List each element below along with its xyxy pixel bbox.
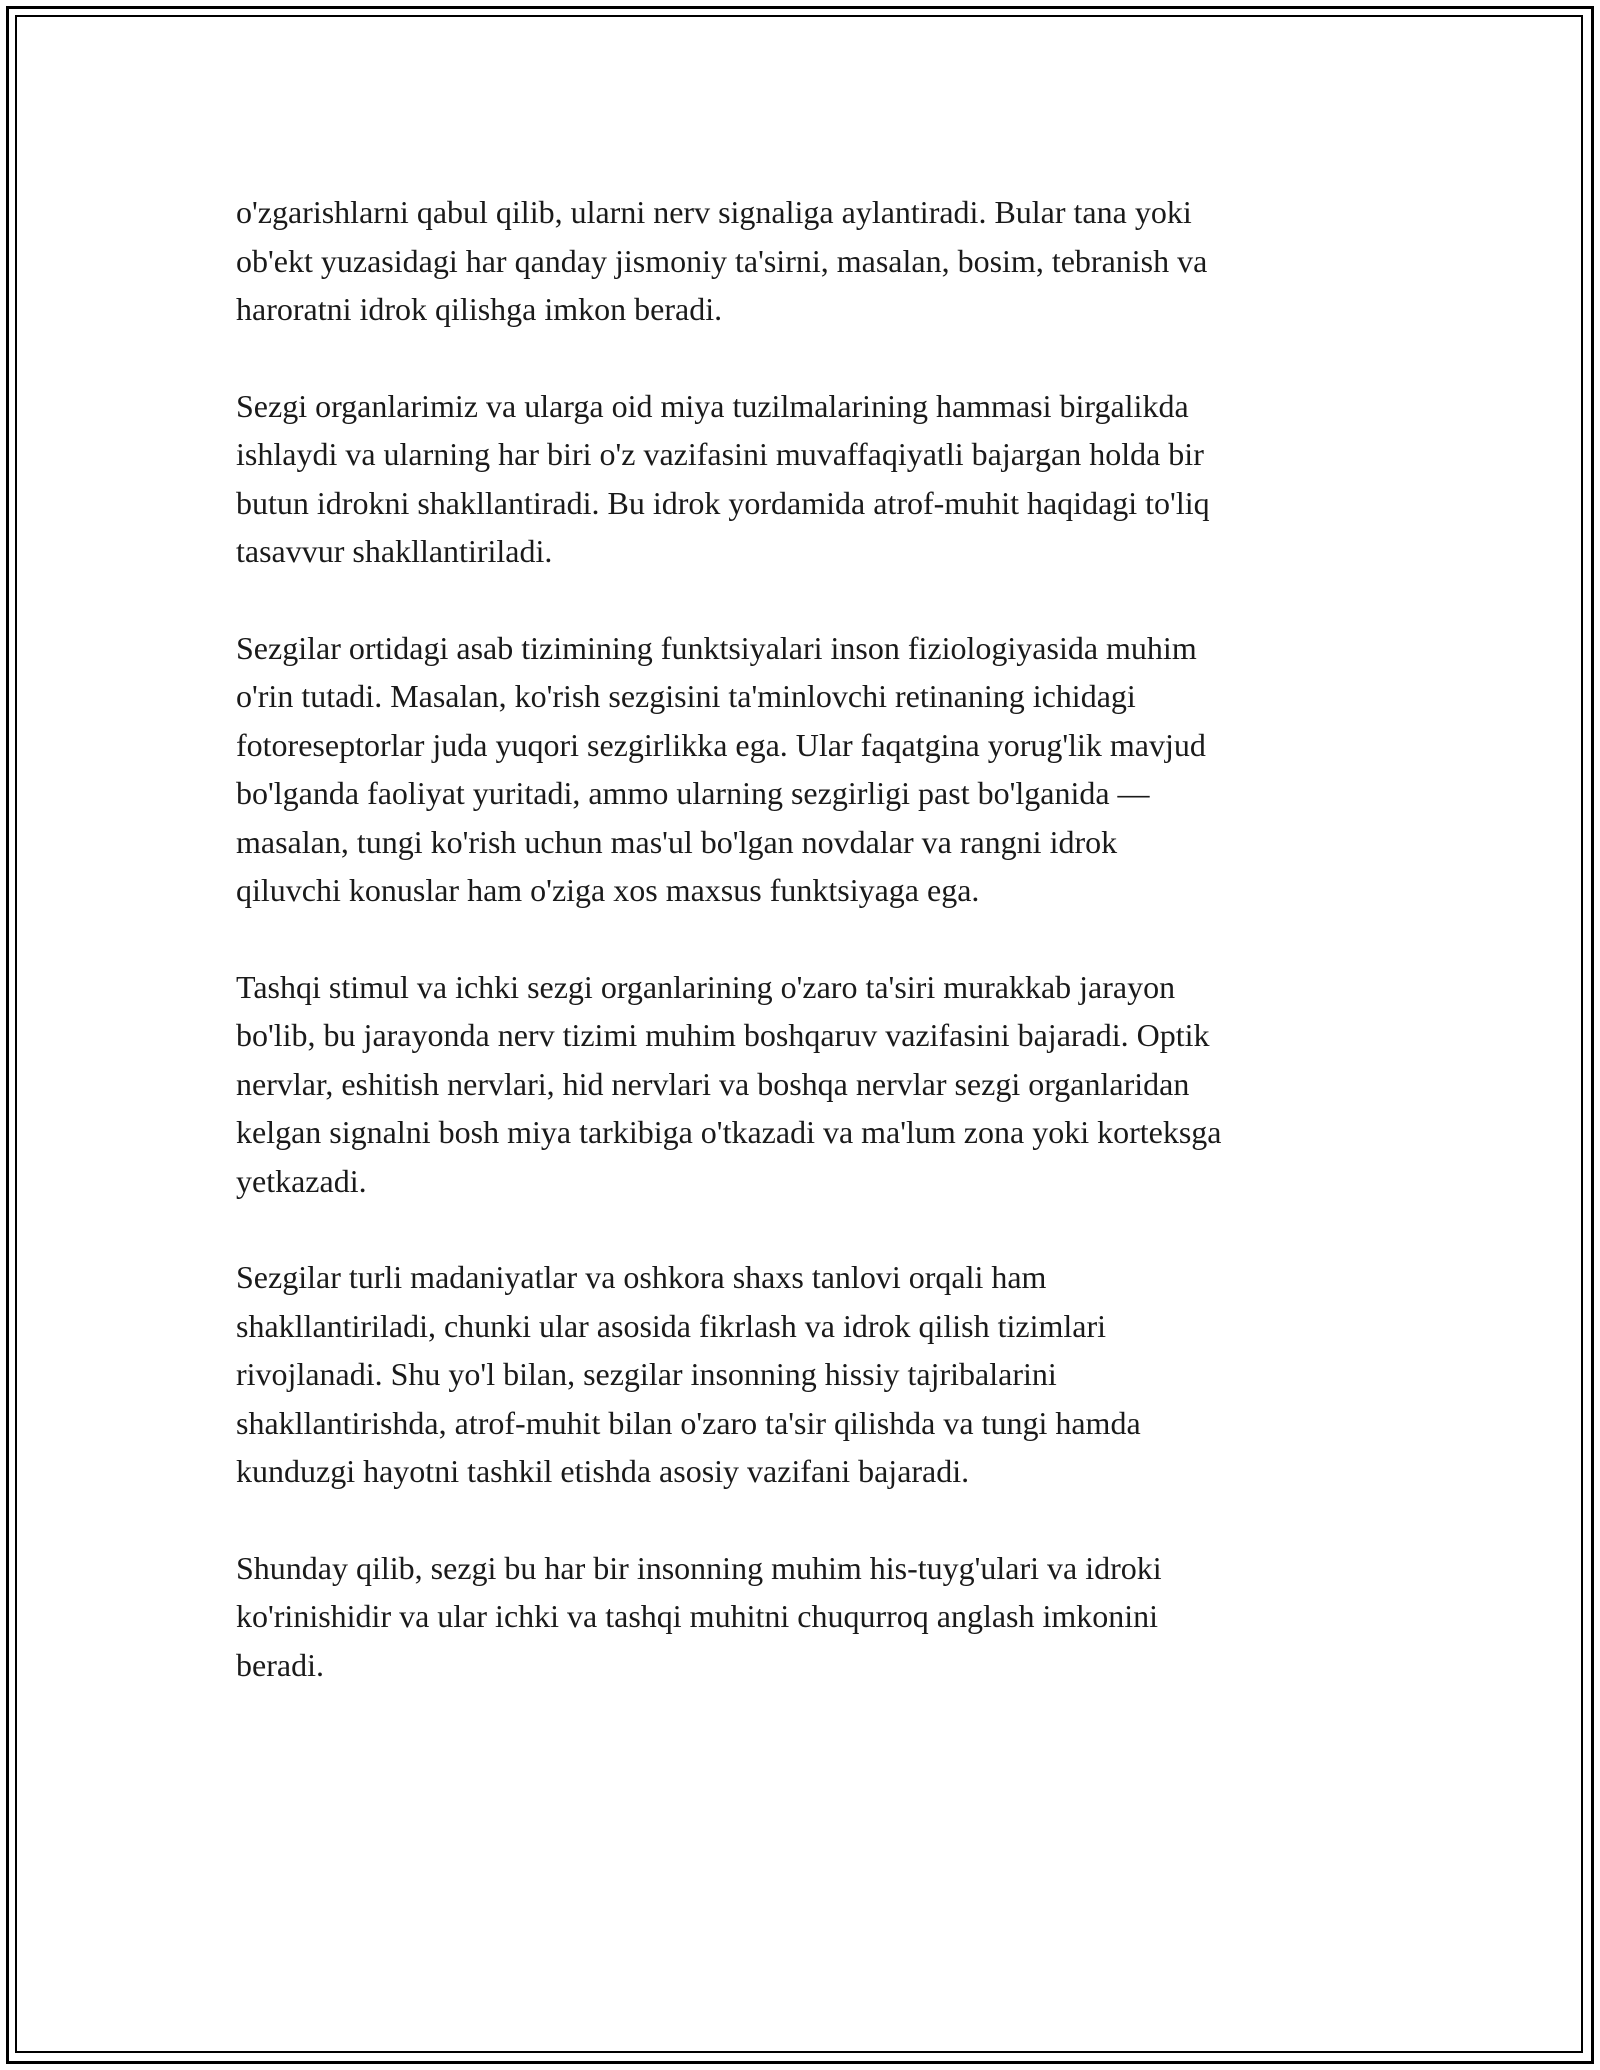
paragraph-3: Sezgilar ortidagi asab tizimining funktsiyalari inson fiziologiyasida muhim o'rin tutadi. Masalan, ko'rish sezgisini ta'minlovchi retinaning ichidagi fotoreseptorlar juda yuqori sezgirlikka ega. Ular faqatgina yorug'lik mavjud bo'lganda faoliyat yuritadi, ammo ularning sezgirligi past bo'lganida — masalan, tungi ko'rish uchun mas'ul bo'lgan novdalar va rangni idrok qiluvchi konuslar ham o'ziga xos maxsus funktsiyaga ega. <box>236 629 1206 908</box>
document-body <box>236 188 1376 1737</box>
paragraph-5: Sezgilar turli madaniyatlar va oshkora shaxs tanlovi orqali ham shakllantiriladi, chunki ular asosida fikrlash va idrok qilish tizimlari rivojlanadi. Shu yo'l bilan, sezgilar insonning hissiy tajribalarini shakllantirishda, atrof-muhit bilan o'zaro ta'sir qilishda va tungi hamda kunduzgi hayotni tashkil etishda asosiy vazifani bajaradi. <box>236 1259 1141 1489</box>
paragraph-2: Sezgi organlarimiz va ularga oid miya tuzilmalarining hammasi birgalikda ishlaydi va ularning har biri o'z vazifasini muvaffaqiyatli bajargan holda bir butun idrokni shakllantiradi. Bu idrok yordamida atrof-muhit haqidagi to'liq tasavvur shakllantiriladi. <box>236 387 1210 569</box>
paragraph-1: o'zgarishlarni qabul qilib, ularni nerv signaliga aylantiradi. Bular tana yoki ob'ekt yuzasidagi har qanday jismoniy ta'sirni, masalan, bosim, tebranish va haroratni idrok qilishga imkon beradi. <box>236 194 1208 327</box>
paragraph-6: Shunday qilib, sezgi bu har bir insonning muhim his-tuyg'ulari va idroki ko'rinishidir va ular ichki va tashqi muhitni chuqurroq anglash imkonini beradi. <box>236 1549 1162 1683</box>
paragraph-4: Tashqi stimul va ichki sezgi organlarining o'zaro ta'siri murakkab jarayon bo'lib, bu jarayonda nerv tizimi muhim boshqaruv vazifasini bajaradi. Optik nervlar, eshitish nervlari, hid nervlari va boshqa nervlar sezgi organlaridan kelgan signalni bosh miya tarkibiga o'tkazadi va ma'lum zona yoki korteksga yetkazadi. <box>236 968 1222 1199</box>
